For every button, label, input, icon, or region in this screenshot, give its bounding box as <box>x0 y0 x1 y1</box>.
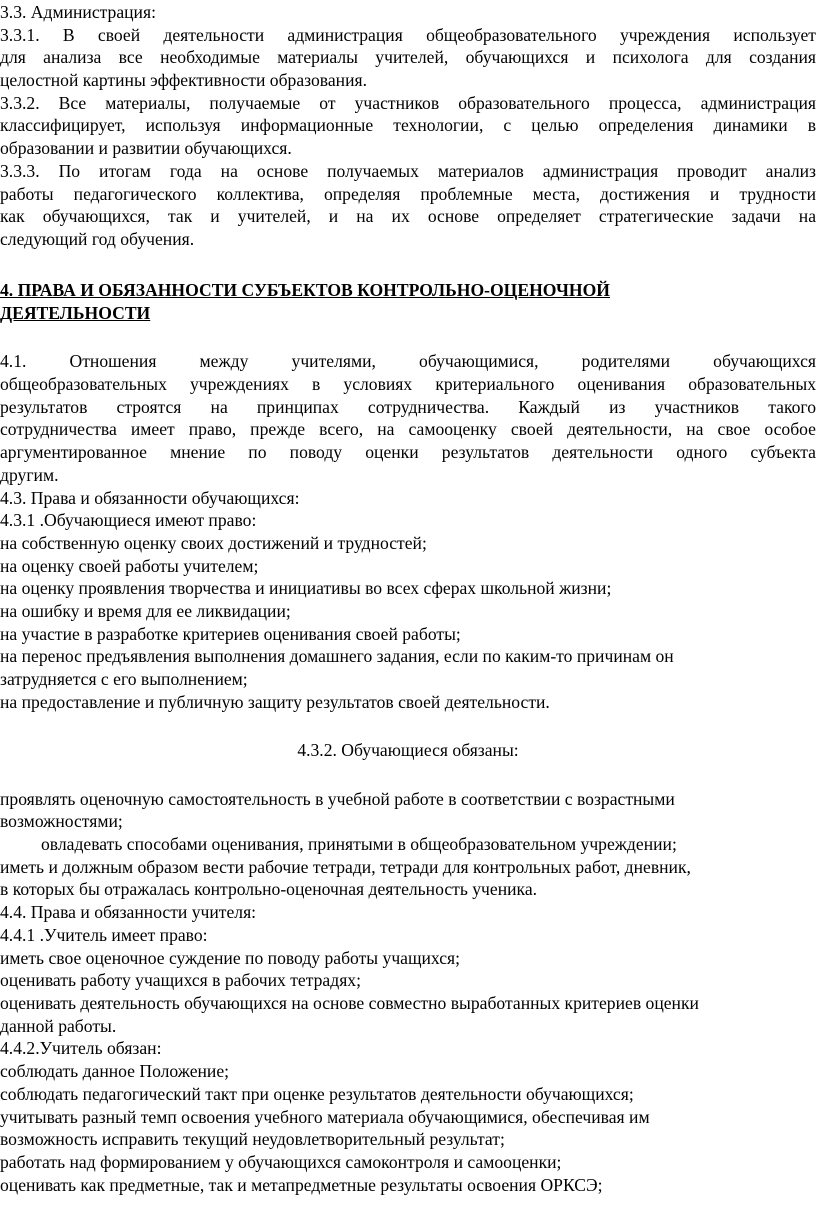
paragraph-3-3-1-line: целостной картины эффективности образования. <box>0 70 368 91</box>
student-right-item: на оценку своей работы учителем; <box>0 555 259 576</box>
student-duty-item: овладевать способами оценивания, принятыми в общеобразовательном учреждении; <box>41 834 677 855</box>
paragraph-3-3-1-line: для анализа все необходимые материалы учителей, обучающихся и психолога для создания <box>0 47 816 68</box>
paragraph-4-1-line: другим. <box>0 464 59 485</box>
teacher-right-item: иметь свое оценочное суждение по поводу работы учащихся; <box>0 947 461 968</box>
subsection-4-3-2-title: 4.3.2. Обучающиеся обязаны: <box>297 740 519 761</box>
teacher-duty-item: оценивать как предметные, так и метапредметные результаты освоения ОРКСЭ; <box>0 1174 603 1195</box>
section-3-3-title: 3.3. Администрация: <box>0 2 156 22</box>
student-right-item: на ошибку и время для ее ликвидации; <box>0 601 291 622</box>
student-right-item: затрудняется с его выполнением; <box>0 669 248 690</box>
paragraph-4-1-line: результатов строятся на принципах сотрудничества. Каждый из участников такого <box>0 396 816 417</box>
section-4-heading: ДЕЯТЕЛЬНОСТИ <box>0 303 151 324</box>
paragraph-4-1-line: аргументированное мнение по поводу оценки результатов деятельности одного субъекта <box>0 442 816 463</box>
teacher-right-item: оценивать деятельность обучающихся на основе совместно выработанных критериев оценки <box>0 992 699 1013</box>
teacher-duty-item: работать над формированием у обучающихся самоконтроля и самооценки; <box>0 1151 562 1172</box>
teacher-right-item: оценивать работу учащихся в рабочих тетрадях; <box>0 970 361 991</box>
section-4-heading: 4. ПРАВА И ОБЯЗАННОСТИ СУБЪЕКТОВ КОНТРОЛЬНО-ОЦЕНОЧНОЙ <box>0 280 610 301</box>
teacher-duty-item: соблюдать педагогический такт при оценке результатов деятельности обучающихся; <box>0 1083 634 1104</box>
paragraph-3-3-2-line: 3.3.2. Все материалы, получаемые от участников образовательного процесса, администрация <box>0 92 816 113</box>
student-right-item: на оценку проявления творчества и инициативы во всех сферах школьной жизни; <box>0 578 612 599</box>
paragraph-3-3-3-line: следующий год обучения. <box>0 228 195 249</box>
subsection-4-4-title: 4.4. Права и обязанности учителя: <box>0 902 257 923</box>
paragraph-3-3-1-line: 3.3.1. В своей деятельности администрация общеобразовательного учреждения использует <box>0 24 816 45</box>
student-right-item: на участие в разработке критериев оценивания своей работы; <box>0 623 461 644</box>
teacher-duty-item: соблюдать данное Положение; <box>0 1061 230 1082</box>
paragraph-4-1-line: сотрудничества имеет право, прежде всего, на самооценку своей деятельности, на свое особое <box>0 419 816 440</box>
paragraph-3-3-3-line: 3.3.3. По итогам года на основе получаемых материалов администрация проводит анализ <box>0 160 816 181</box>
paragraph-4-1-line: общеобразовательных учреждениях в условиях критериального оценивания образовательных <box>0 374 816 395</box>
student-right-item: на предоставление и публичную защиту результатов своей деятельности. <box>0 691 550 712</box>
paragraph-3-3-2-line: образовании и развитии обучающихся. <box>0 138 292 159</box>
teacher-duty-item: учитывать разный темп освоения учебного материала обучающимися, обеспечивая им <box>0 1106 650 1127</box>
subsection-4-3-1-title: 4.3.1 .Обучающиеся имеют право: <box>0 510 257 531</box>
paragraph-3-3-2-line: классифицирует, используя информационные технологии, с целью определения динамики в <box>0 115 816 136</box>
student-right-item: на собственную оценку своих достижений и трудностей; <box>0 532 427 553</box>
student-duty-item: в которых бы отражалась контрольно-оценочная деятельность ученика. <box>0 879 538 900</box>
student-duty-item: иметь и должным образом вести рабочие тетради, тетради для контрольных работ, дневник, <box>0 856 691 877</box>
teacher-right-item: данной работы. <box>0 1015 117 1036</box>
paragraph-4-1-line: 4.1. Отношения между учителями, обучающимися, родителями обучающихся <box>0 351 816 372</box>
paragraph-3-3-3-line: работы педагогического коллектива, определяя проблемные места, достижения и трудности <box>0 183 816 204</box>
student-right-item: на перенос предъявления выполнения домашнего задания, если по каким-то причинам он <box>0 646 674 667</box>
subsection-4-4-1-title: 4.4.1 .Учитель имеет право: <box>0 924 208 945</box>
teacher-duty-item: возможность исправить текущий неудовлетворительный результат; <box>0 1129 505 1150</box>
student-duty-item: проявлять оценочную самостоятельность в учебной работе в соответствии с возрастными <box>0 788 675 809</box>
student-duty-item: возможностями; <box>0 811 123 832</box>
subsection-4-4-2-title: 4.4.2.Учитель обязан: <box>0 1038 162 1059</box>
subsection-4-3-title: 4.3. Права и обязанности обучающихся: <box>0 487 300 508</box>
paragraph-3-3-3-line: как обучающихся, так и учителей, и на их основе определяет стратегические задачи на <box>0 206 816 227</box>
